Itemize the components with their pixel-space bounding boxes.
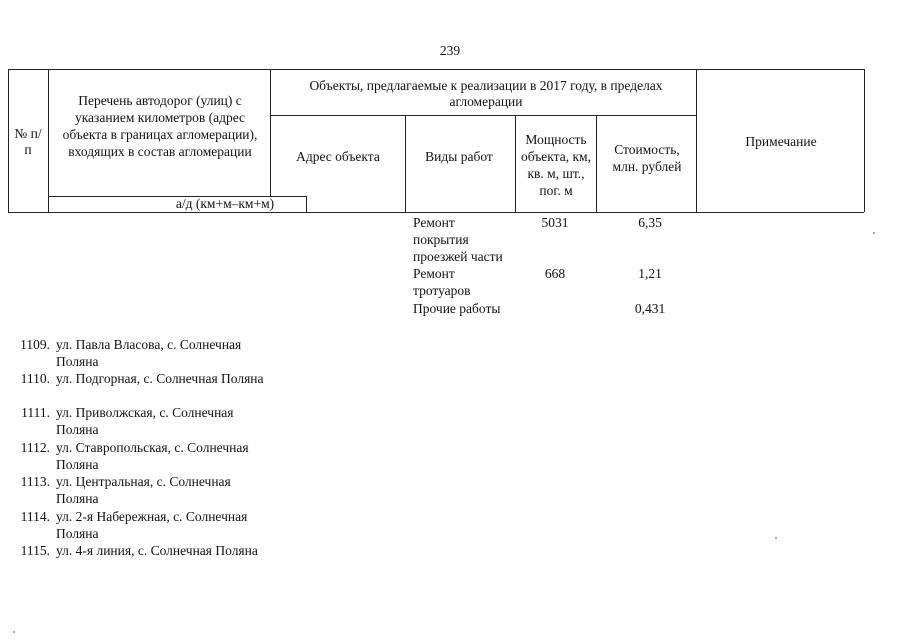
row-number: 1115. (20, 543, 50, 558)
work-type: Ремонт покрытия проезжей части (413, 215, 503, 264)
row-number: 1110. (20, 371, 50, 386)
work-capacity: 668 (544, 266, 566, 281)
header-work-types: Виды работ (425, 149, 493, 164)
work-type: Прочие работы (413, 301, 501, 316)
row-street: ул. Ставропольская, с. Солнечная Поляна (56, 440, 249, 472)
row-number: 1109. (20, 337, 50, 352)
header-note: Примечание (745, 134, 817, 149)
row-number: 1114. (20, 509, 50, 524)
header-number: № п/п (14, 126, 42, 157)
header-objects-group: Объекты, предлагаемые к реализации в 2017 году, в пределах агломерации (309, 78, 663, 109)
page-number: 239 (439, 43, 461, 58)
scan-speck (775, 537, 777, 539)
header-address: Адрес объекта (296, 149, 380, 164)
scan-speck (873, 232, 875, 234)
work-cost: 0,431 (634, 301, 666, 316)
row-number: 1111. (21, 405, 50, 420)
header-cost: Стоимость, млн. рублей (612, 142, 682, 174)
header-capacity: Мощность объекта, км, кв. м, шт., пог. м (521, 132, 591, 198)
row-number: 1112. (20, 440, 50, 455)
row-street: ул. 4-я линия, с. Солнечная Поляна (56, 543, 258, 558)
work-capacity: 5031 (541, 215, 569, 230)
header-road-format: а/д (км+м–км+м) (175, 196, 275, 211)
work-type: Ремонт тротуаров (413, 266, 471, 298)
scan-speck (13, 631, 15, 633)
row-street: ул. Павла Власова, с. Солнечная Поляна (56, 337, 242, 369)
row-number: 1113. (20, 474, 50, 489)
work-cost: 6,35 (638, 215, 662, 230)
row-street: ул. Приволжская, с. Солнечная Поляна (56, 405, 234, 437)
work-cost: 1,21 (638, 266, 662, 281)
header-road-list: Перечень автодорог (улиц) с указанием километров (адрес объекта в границах агломерации), входящих в состав агломерации (62, 93, 258, 159)
row-street: ул. Центральная, с. Солнечная Поляна (56, 474, 231, 506)
row-street: ул. 2-я Набережная, с. Солнечная Поляна (56, 509, 248, 541)
row-street: ул. Подгорная, с. Солнечная Поляна (56, 371, 264, 386)
